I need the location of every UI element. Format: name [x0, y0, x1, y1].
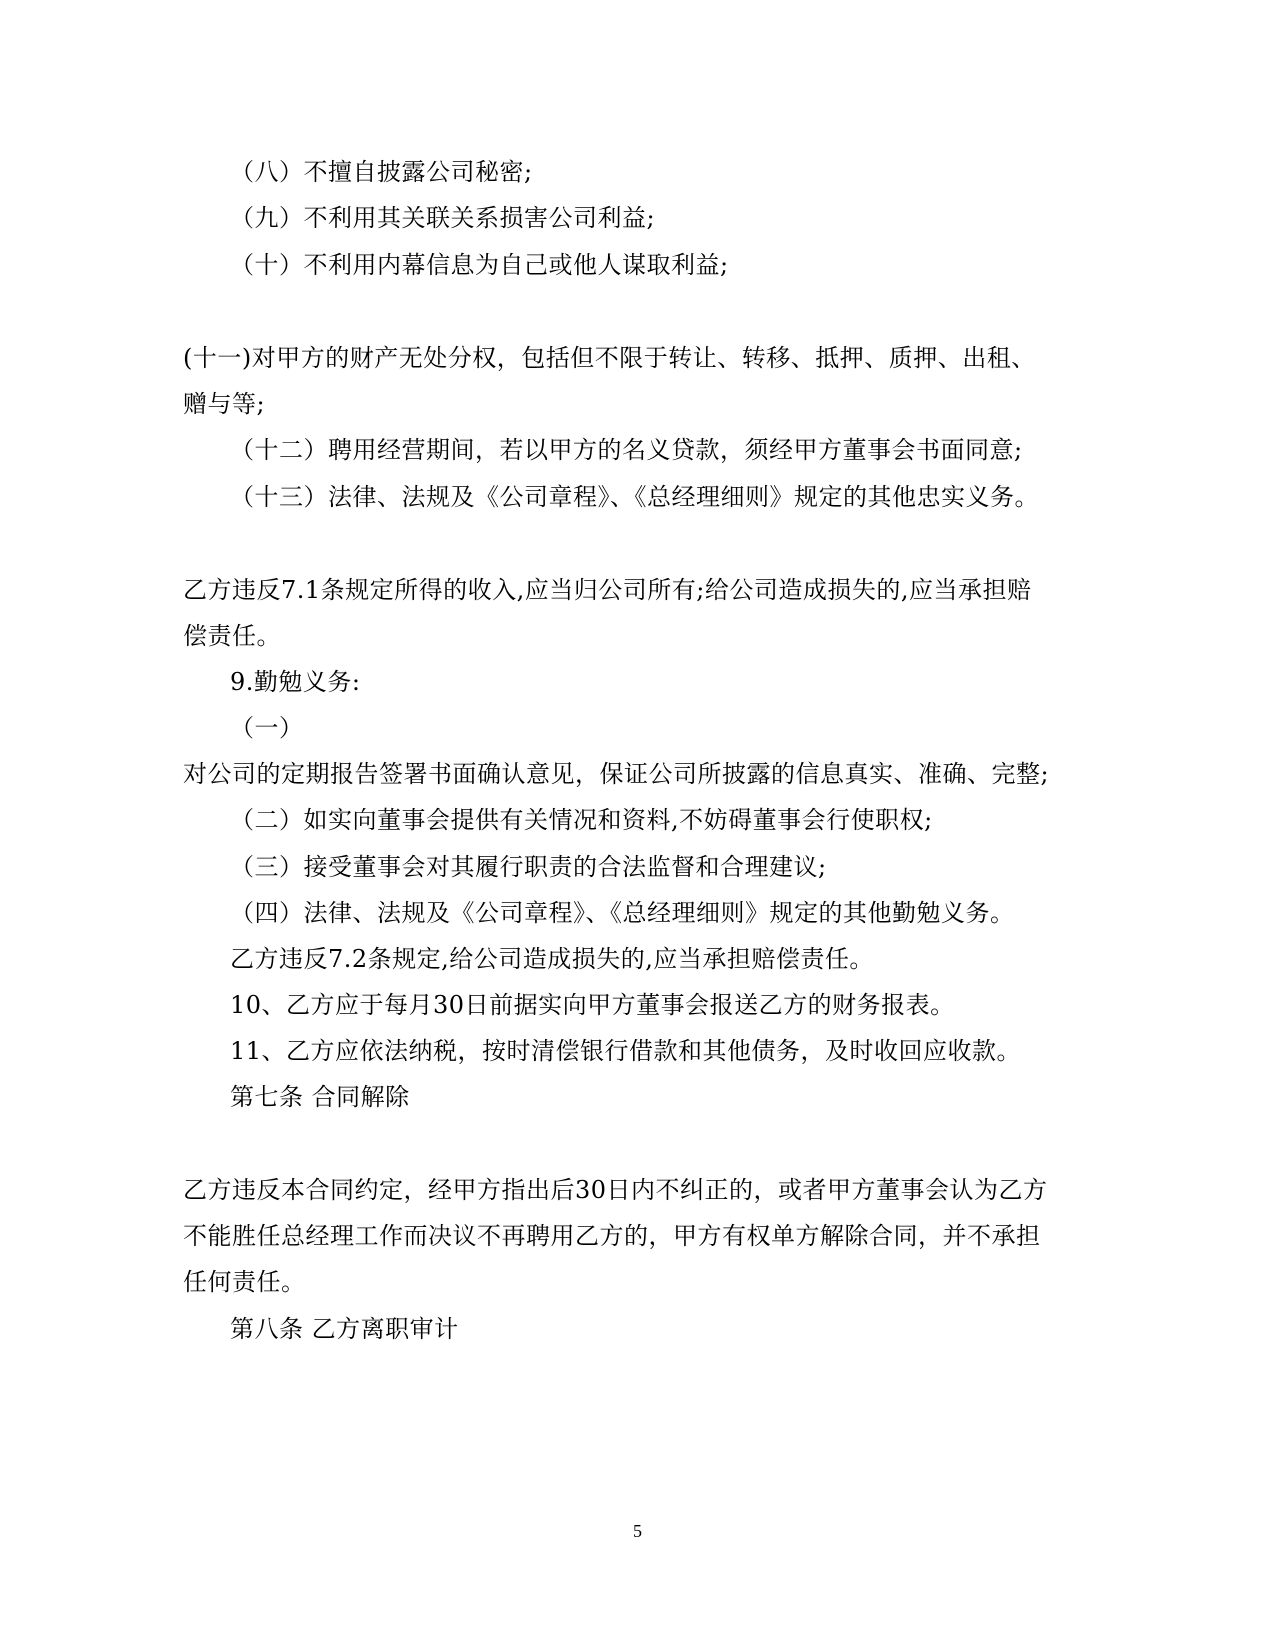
termination-line-1: 乙方违反本合同约定，经甲方指出后30日内不纠正的，或者甲方董事会认为乙方 — [183, 1176, 1048, 1204]
termination-line-3: 任何责任。 — [183, 1268, 306, 1296]
item-10-line: 10、乙方应于每月30日前据实向甲方董事会报送乙方的财务报表。 — [230, 991, 955, 1019]
item-11-line: 11、乙方应依法纳税，按时清偿银行借款和其他债务，及时收回应收款。 — [230, 1037, 1022, 1065]
article-7-heading: 第七条 合同解除 — [230, 1083, 410, 1111]
clause-12-line: （十二）聘用经营期间，若以甲方的名义贷款，须经甲方董事会书面同意; — [230, 436, 1023, 464]
article-8-heading: 第八条 乙方离职审计 — [230, 1315, 459, 1343]
clause-8-line: （八）不擅自披露公司秘密; — [230, 158, 533, 186]
clause-11-line-1: (十一)对甲方的财产无处分权，包括但不限于转让、转移、抵押、质押、出租、 — [183, 344, 1036, 372]
liability-7-1-line-2: 偿责任。 — [183, 622, 281, 650]
diligence-item-4: （四）法律、法规及《公司章程》、《总经理细则》规定的其他勤勉义务。 — [230, 899, 1015, 927]
diligence-heading: 9.勤勉义务: — [230, 668, 361, 696]
clause-11-line-2: 赠与等; — [183, 390, 266, 418]
page-number: 5 — [633, 1521, 642, 1541]
diligence-item-2: （二）如实向董事会提供有关情况和资料,不妨碍董事会行使职权; — [230, 806, 933, 834]
diligence-item-1-text: 对公司的定期报告签署书面确认意见，保证公司所披露的信息真实、准确、完整; — [183, 760, 1050, 788]
clause-13-line: （十三）法律、法规及《公司章程》、《总经理细则》规定的其他忠实义务。 — [230, 483, 1039, 511]
liability-7-1-line-1: 乙方违反7.1条规定所得的收入,应当归公司所有;给公司造成损失的,应当承担赔 — [183, 576, 1032, 604]
liability-7-2-line: 乙方违反7.2条规定,给公司造成损失的,应当承担赔偿责任。 — [230, 945, 874, 973]
termination-line-2: 不能胜任总经理工作而决议不再聘用乙方的，甲方有权单方解除合同，并不承担 — [183, 1222, 1041, 1250]
diligence-item-3: （三）接受董事会对其履行职责的合法监督和合理建议; — [230, 853, 827, 881]
diligence-item-1-number: （一） — [230, 714, 304, 742]
clause-9-line: （九）不利用其关联关系损害公司利益; — [230, 204, 656, 232]
clause-10-line: （十）不利用内幕信息为自己或他人谋取利益; — [230, 251, 729, 279]
